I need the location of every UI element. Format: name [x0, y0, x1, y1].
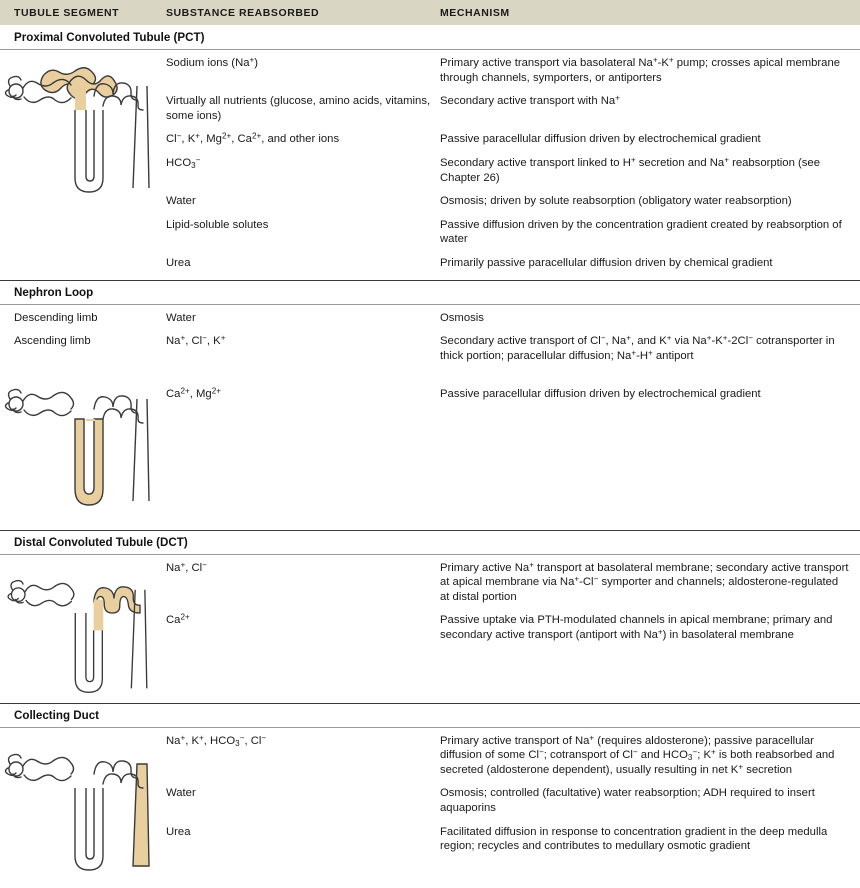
rows-collecting-duct: [166, 728, 860, 863]
cell-mechanism: Facilitated diffusion in response to concentration gradient in the deep medulla region; recycles and contributes to medullary osmotic gradient: [440, 825, 828, 853]
cell-substance: Water: [166, 195, 196, 208]
table-row: [166, 786, 860, 824]
cell-substance: $HCO_3^-$: [166, 155, 201, 170]
cell-mechanism: Passive uptake via PTH-modulated channels in apical membrane; primary and secondary active transport (antiport with Na+) in basolateral membrane: [440, 614, 833, 641]
glomerulus-icon: [6, 389, 22, 412]
cell-substance: Water: [166, 787, 196, 800]
pct-outline-bottom: [24, 97, 71, 103]
table-row: [166, 132, 860, 156]
glomerulus-icon: [6, 76, 22, 99]
nephron-diagram-collecting-duct: [0, 728, 166, 878]
nephron-diagram-pct: [0, 50, 166, 200]
table-row: [166, 156, 860, 194]
loop-highlight-descending: [75, 419, 103, 505]
cell-mechanism: Passive paracellular diffusion driven by electrochemical gradient: [440, 133, 761, 146]
nephron-dct-icon: [0, 555, 166, 700]
section-body-collecting-duct: [0, 728, 860, 888]
cell-substance: Urea: [166, 825, 191, 838]
cell-mechanism: Secondary active transport linked to H+ secretion and Na+ reabsorption (see Chapter 26): [440, 155, 820, 184]
section-body-pct: [0, 50, 860, 280]
rows-dct: [166, 555, 860, 652]
rows-pct: [166, 50, 860, 280]
table-row: [166, 372, 860, 411]
cell-substance: Cl−, K+, $Mg^{2+}$, $Ca^{2+}$, and other ions: [166, 131, 340, 146]
column-header-tubule-segment: TUBULE SEGMENT: [14, 6, 120, 19]
segment-label-descending-limb: Descending limb: [14, 311, 98, 324]
table-row: [166, 734, 860, 787]
cell-mechanism: Passive paracellular diffusion driven by electrochemical gradient: [440, 388, 761, 401]
section-header-dct: Distal Convoluted Tubule (DCT): [0, 530, 860, 555]
pct-outline-top: [23, 392, 74, 409]
collecting-duct-highlight-shape: [133, 764, 149, 866]
cell-substance: Water: [166, 311, 196, 324]
table-row: [166, 256, 860, 280]
nephron-loop-icon: [0, 363, 166, 513]
table-row: [166, 218, 860, 256]
nephron-loop-inner-icon: [86, 788, 94, 859]
cell-mechanism: Osmosis; driven by solute reabsorption (obligatory water reabsorption): [440, 195, 792, 208]
collecting-duct-left-wall: [133, 399, 137, 501]
collecting-duct-right-wall: [145, 589, 147, 688]
table-row: [166, 94, 860, 132]
pct-outline-bottom: [24, 775, 71, 781]
cell-mechanism: Primarily passive paracellular diffusion driven by chemical gradient: [440, 256, 773, 269]
nephron-loop-inner-icon: [86, 613, 94, 682]
nephron-loop-outer-icon: [75, 788, 103, 870]
table-row: [166, 311, 860, 335]
table-row: [166, 561, 860, 614]
pct-outline-bottom: [24, 410, 71, 416]
table-row: [166, 334, 860, 372]
dct-highlight-neck: [94, 599, 104, 630]
pct-outline-top: [25, 583, 74, 599]
nephron-pct-icon: [0, 50, 166, 200]
section-header-collecting-duct: Collecting Duct: [0, 703, 860, 728]
table-header-row: [0, 0, 860, 26]
column-header-mechanism: MECHANISM: [440, 6, 510, 19]
cell-mechanism: Primary active transport via basolateral Na+-K+ pump; crosses apical membrane through channels, symporters, or antiporters: [440, 55, 841, 84]
nephron-diagram-dct: [0, 555, 166, 700]
cell-mechanism: Osmosis; controlled (facultative) water reabsorption; ADH required to insert aquaporins: [440, 787, 815, 814]
glomerulus-icon: [8, 580, 23, 602]
nephron-loop-outer-icon: [75, 110, 103, 192]
glomerulus-icon: [6, 754, 22, 777]
section-body-nephron-loop: [0, 305, 860, 530]
nephron-loop-inner-icon: [86, 110, 94, 181]
cell-mechanism: Passive diffusion driven by the concentration gradient created by reabsorption of water: [440, 218, 842, 246]
cell-mechanism: Secondary active transport of Cl−, Na+, and K+ via Na+-K+-2Cl− cotransporter in thick portion; paracellular diffusion; Na+-H+ antiport: [440, 333, 835, 362]
cell-substance: Urea: [166, 256, 191, 269]
table-row: [166, 194, 860, 218]
cell-substance: Na+, Cl−, K+: [166, 333, 226, 348]
cell-substance: Na+, Cl−: [166, 560, 207, 574]
segment-label-ascending-limb: Ascending limb: [14, 334, 91, 347]
pct-outline-top: [23, 757, 74, 774]
cell-substance: Na+, K+, $HCO_3^-$, Cl−: [166, 733, 267, 748]
section-header-pct: Proximal Convoluted Tubule (PCT): [0, 26, 860, 50]
loop-highlight-gap: [86, 419, 95, 421]
column-header-substance-reabsorbed: SUBSTANCE REABSORBED: [166, 6, 320, 19]
pct-outline-bottom: [26, 600, 71, 605]
table-row: [166, 825, 860, 863]
dct-outline-top: [94, 395, 137, 412]
cell-substance: $Ca^{2+}$, $Mg^{2+}$: [166, 386, 221, 401]
collecting-duct-right-wall: [147, 399, 149, 501]
cell-substance: Lipid-soluble solutes: [166, 218, 269, 231]
cell-substance: Sodium ions (Na+): [166, 55, 259, 69]
cell-mechanism: Primary active transport of Na+ (requires aldosterone); passive paracellular diffusion of some Cl−; cotransport of Cl− and $HCO_3^-$; K+ is both reabsorbed and secreted (aldosterone dependent), usually resulting in net K+ secretion: [440, 733, 835, 776]
dct-outline-top: [94, 760, 137, 777]
cell-mechanism: Primary active Na+ transport at basolateral membrane; secondary active transport at apical membrane via Na+-Cl− symporter and channels; aldosterone-regulated at distal portion: [440, 560, 849, 603]
collecting-duct-left-wall: [133, 86, 137, 188]
nephron-collecting-duct-icon: [0, 728, 166, 878]
rows-nephron-loop: [166, 305, 860, 411]
table-row: [166, 56, 860, 94]
cell-substance: Virtually all nutrients (glucose, amino acids, vitamins, some ions): [166, 95, 431, 122]
cell-mechanism: Secondary active transport with Na+: [440, 93, 620, 108]
collecting-duct-right-wall: [147, 86, 149, 188]
section-header-nephron-loop: Nephron Loop: [0, 280, 860, 305]
cell-mechanism: Osmosis: [440, 311, 484, 324]
section-body-dct: [0, 555, 860, 703]
table-row: [166, 613, 860, 651]
pct-highlight-neck: [75, 92, 86, 110]
cell-substance: $Ca^{2+}$: [166, 612, 190, 627]
